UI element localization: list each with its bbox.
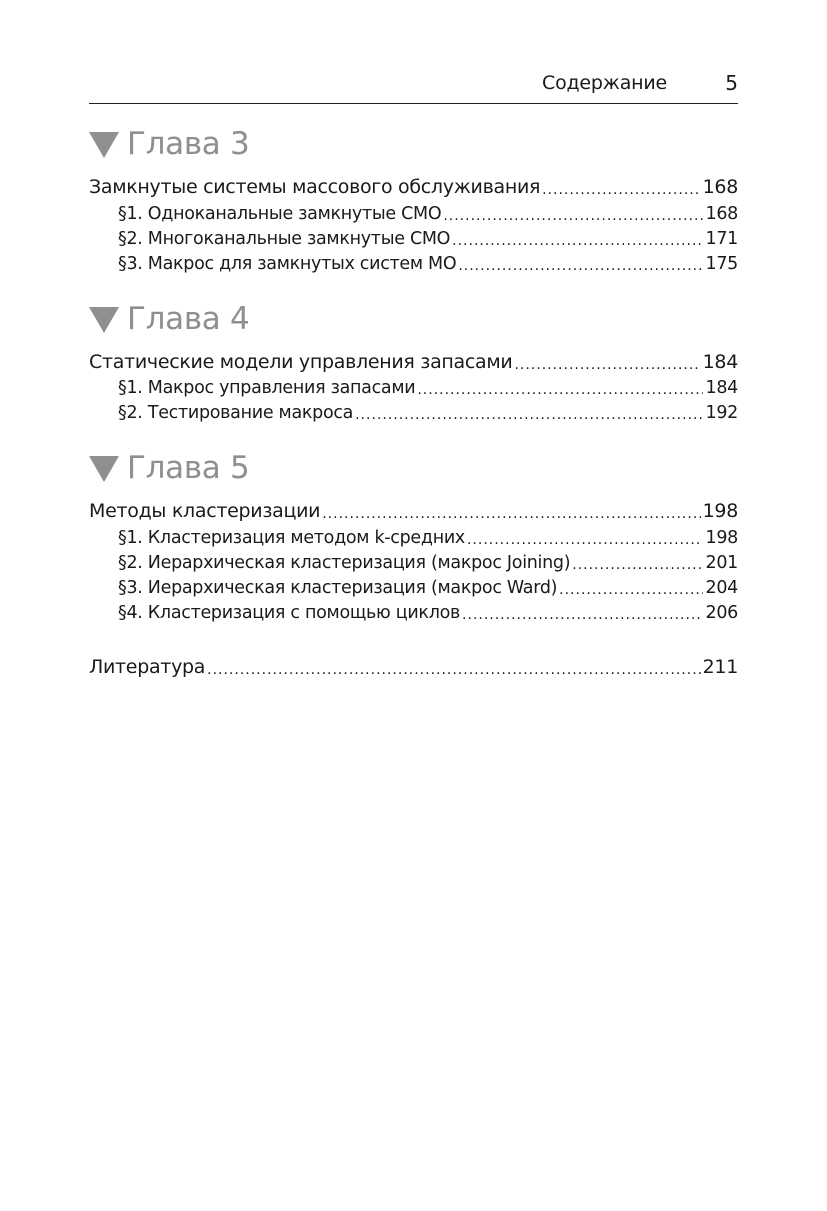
toc-entry[interactable] [118, 225, 738, 249]
chapter-heading [89, 299, 249, 339]
toc-entry-literature[interactable] [89, 654, 738, 678]
chapter-title: Глава 4 [127, 301, 250, 337]
toc-entry[interactable] [118, 524, 738, 548]
toc-entry-title: §2. Многоканальные замкнутые СМО [118, 229, 451, 249]
toc-leader-dots [542, 179, 701, 198]
toc-entry-title: §3. Иерархическая кластеризация (макрос Ward) [118, 578, 558, 598]
toc-entry[interactable] [118, 399, 738, 423]
toc-entry-page: 201 [705, 553, 738, 573]
toc-entry[interactable] [118, 374, 738, 398]
toc-leader-dots [417, 381, 703, 399]
toc-entry-title: Замкнутые системы массового обслуживания [89, 176, 541, 198]
toc-entry-page: 171 [705, 229, 738, 249]
triangle-down-icon [89, 307, 119, 333]
toc-entry-page: 192 [705, 403, 738, 423]
toc-entry[interactable] [118, 574, 738, 598]
toc-leader-dots [355, 406, 703, 424]
toc-leader-dots [514, 354, 700, 373]
running-header [89, 68, 738, 104]
triangle-down-icon [89, 456, 119, 482]
toc-leader-dots [443, 207, 703, 225]
toc-entry[interactable] [118, 599, 738, 623]
toc-leader-dots [462, 606, 703, 624]
toc-entry-title: §2. Тестирование макроса [118, 403, 354, 423]
toc-leader-dots [207, 659, 701, 678]
toc-entry-page: 206 [705, 603, 738, 623]
toc-entry-page: 198 [705, 528, 738, 548]
chapter-title: Глава 3 [127, 126, 250, 162]
toc-entry[interactable] [89, 349, 738, 373]
toc-entry[interactable] [89, 498, 738, 522]
toc-entry-page: 184 [705, 378, 738, 398]
toc-entry-title: §1. Кластеризация методом k-средних [118, 528, 465, 548]
toc-leader-dots [452, 232, 703, 250]
toc-leader-dots [322, 503, 700, 522]
toc-entry-page: 168 [702, 176, 738, 198]
toc-entry-title: §2. Иерархическая кластеризация (макрос Joining) [118, 553, 571, 573]
toc-entry-page: 175 [705, 254, 738, 274]
toc-entry-page: 204 [705, 578, 738, 598]
toc-entry[interactable] [118, 549, 738, 573]
toc-entry-title: §1. Макрос управления запасами [118, 378, 416, 398]
toc-leader-dots [559, 581, 703, 599]
toc-entry[interactable] [118, 250, 738, 274]
chapter-title: Глава 5 [127, 450, 250, 486]
toc-entry-page: 184 [702, 351, 738, 373]
toc-entry[interactable] [89, 174, 738, 198]
toc-entry-title: Статические модели управления запасами [89, 351, 513, 373]
toc-leader-dots [467, 531, 704, 549]
toc-leader-dots [572, 556, 703, 574]
toc-entry-page: 211 [702, 656, 738, 678]
chapter-heading [89, 448, 249, 488]
running-header-title: Содержание [542, 72, 667, 94]
toc-entry-title: Литература [89, 656, 206, 678]
toc-entry-page: 168 [705, 204, 738, 224]
toc-entry-title: §3. Макрос для замкнутых систем МО [118, 254, 457, 274]
toc-entry-title: §4. Кластеризация с помощью циклов [118, 603, 461, 623]
toc-entry-title: §1. Одноканальные замкнутые СМО [118, 204, 442, 224]
chapter-heading [89, 124, 249, 164]
triangle-down-icon [89, 132, 119, 158]
toc-entry-title: Методы кластеризации [89, 500, 321, 522]
toc-entry-page: 198 [702, 500, 738, 522]
page-number: 5 [725, 71, 738, 95]
toc-leader-dots [458, 257, 703, 275]
toc-entry[interactable] [118, 200, 738, 224]
